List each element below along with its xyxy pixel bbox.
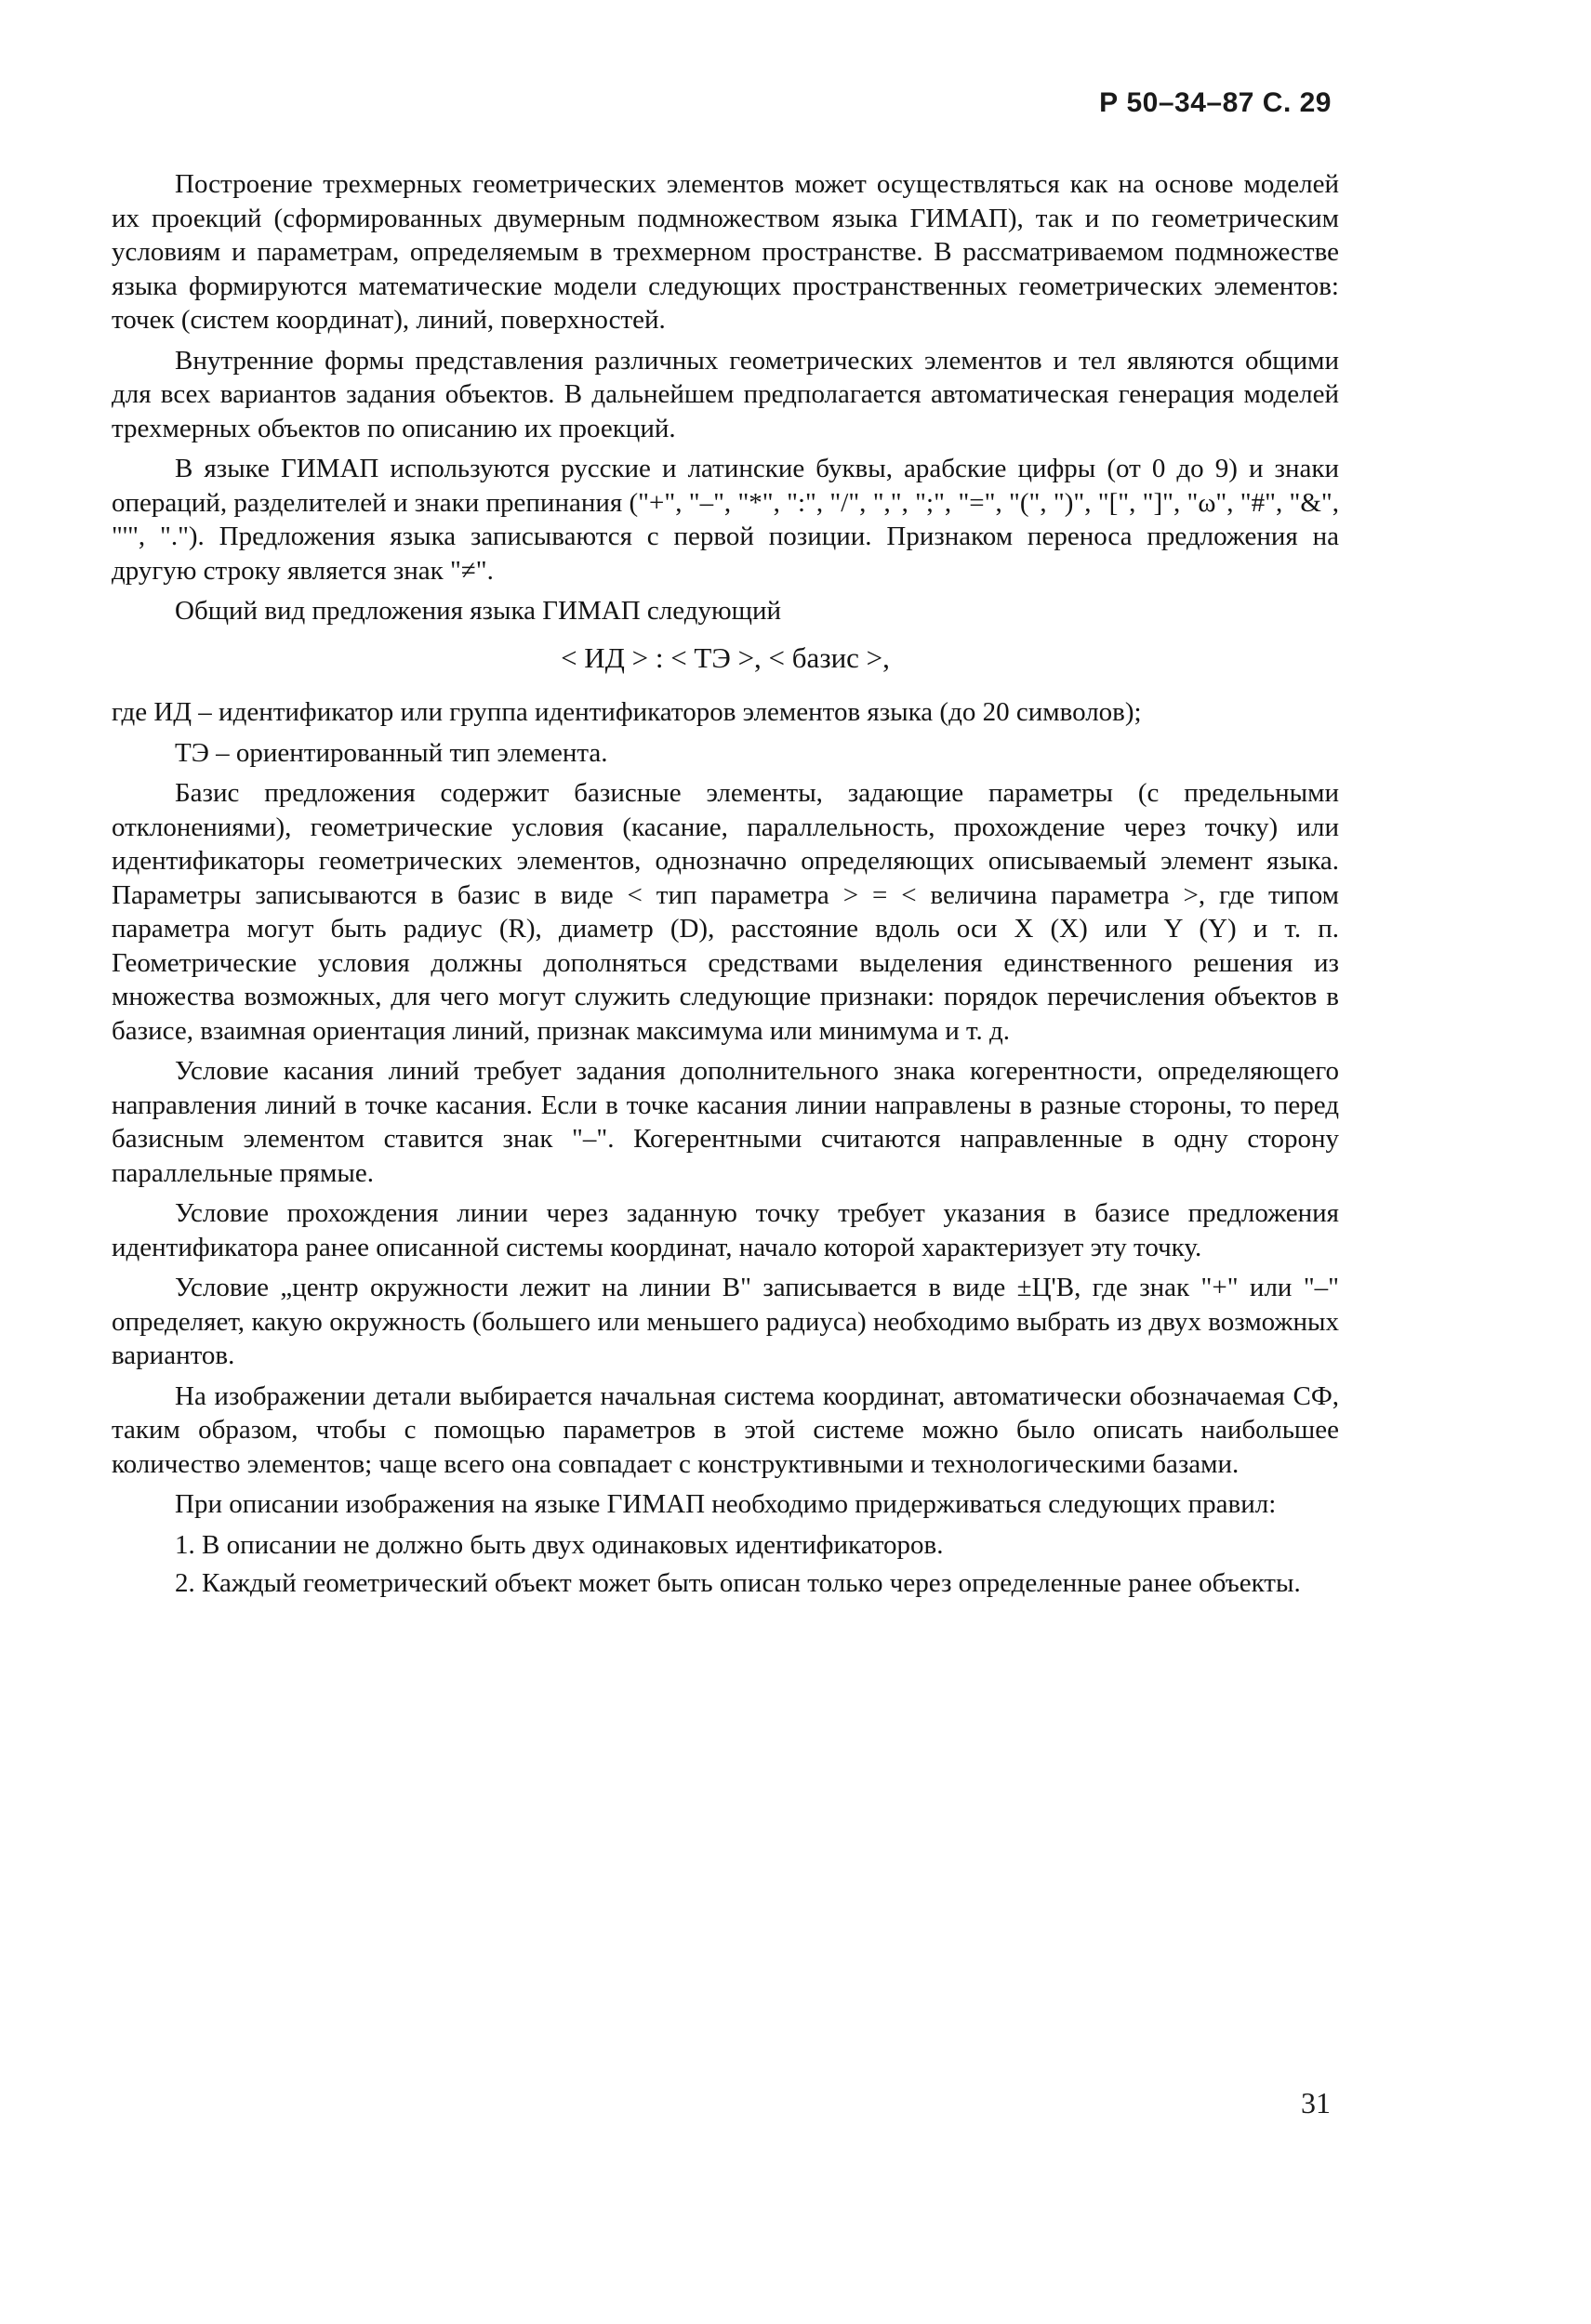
body-text (112, 167, 1339, 1605)
paragraph-where-id: где ИД – идентификатор или группа идентификаторов элементов языка (до 20 символов); (112, 697, 1142, 727)
paragraph-general-form-intro: Общий вид предложения языка ГИМАП следующий (175, 596, 782, 626)
paragraph-initial-coordinate-system: На изображении детали выбирается начальная система координат, автоматически обозначаемая СФ, таким образом, чтобы с помощью параметров в этой системе можно было описать наибольшее количество элементов; чаще всего она совпадает с конструктивными и технологическими базами. (112, 1380, 1339, 1479)
paragraph-alphabet: В языке ГИМАП используются русские и латинские буквы, арабские цифры (от 0 до 9) и знаки операций, разделителей и знаки препинания ("+", "–", "*", ":", "/", ",", ";", "=", "(", ")", "[", "]", "ω", "#", "&", "'", "."). Предложения языка записываются с первой позиции. Признаком переноса предложения на другую строку является знак "≠". (112, 454, 1339, 586)
paragraph-internal-forms: Внутренние формы представления различных геометрических элементов и тел являются общими для всех вариантов задания объектов. В дальнейшем предполагается автоматическая генерация моделей трехмерных объектов по описанию их проекций. (112, 345, 1339, 443)
rule-item-1: 1. В описании не должно быть двух одинаковых идентификаторов. (175, 1529, 944, 1560)
paragraph-passing-point: Условие прохождения линии через заданную точку требует указания в базисе предложения идентификатора ранее описанной системы координат, начало которой характеризует эту точку. (112, 1198, 1339, 1262)
paragraph-tangency: Условие касания линий требует задания дополнительного знака когерентности, определяющего направления линий в точке касания. Если в точке касания линии направлены в разные стороны, то перед базисным элементом ставится знак "–". Когерентными считаются направленные в одну сторону параллельные прямые. (112, 1056, 1339, 1188)
paragraph-basis: Базис предложения содержит базисные элементы, задающие параметры (с предельными отклонениями), геометрические условия (касание, параллельность, прохождение через точку) или идентификаторы геометрических элементов, однозначно определяющих описываемый элемент языка. Параметры записываются в базис в виде < тип параметра > = < величина параметра >, где типом параметра могут быть радиус (R), диаметр (D), расстояние вдоль оси X (X) или Y (Y) и т. п. Геометрические условия должны дополняться средствами выделения единственного решения из множества возможных, для чего могут служить следующие признаки: порядок перечисления объектов в базисе, взаимная ориентация линий, признак максимума или минимума и т. д. (112, 778, 1339, 1046)
document-reference-header: Р 50–34–87 С. 29 (1099, 87, 1332, 118)
page-number: 31 (1301, 2086, 1331, 2119)
paragraph-construction-3d: Построение трехмерных геометрических элементов может осуществляться как на основе моделей их проекций (сформированных двумерным подмножеством языка ГИМАП), так и по геометрическим условиям и параметрам, определяемым в трехмерном пространстве. В рассматриваемом подмножестве языка формируются математические модели следующих пространственных геометрических элементов: точек (систем координат), линий, поверхностей. (112, 169, 1339, 335)
paragraph-rules-intro: При описании изображения на языке ГИМАП необходимо придерживаться следующих правил: (175, 1489, 1277, 1519)
rule-item-2: 2. Каждый геометрический объект может быть описан только через определенные ранее объекты. (175, 1568, 1301, 1598)
paragraph-te-definition: ТЭ – ориентированный тип элемента. (175, 737, 608, 768)
paragraph-circle-center: Условие „центр окружности лежит на линии В" записывается в виде ±Ц'В, где знак "+" или "–" определяет, какую окружность (большего или меньшего радиуса) необходимо выбрать из двух возможных вариантов. (112, 1273, 1339, 1370)
sentence-formula: < ИД > : < ТЭ >, < базис >, (561, 640, 890, 674)
